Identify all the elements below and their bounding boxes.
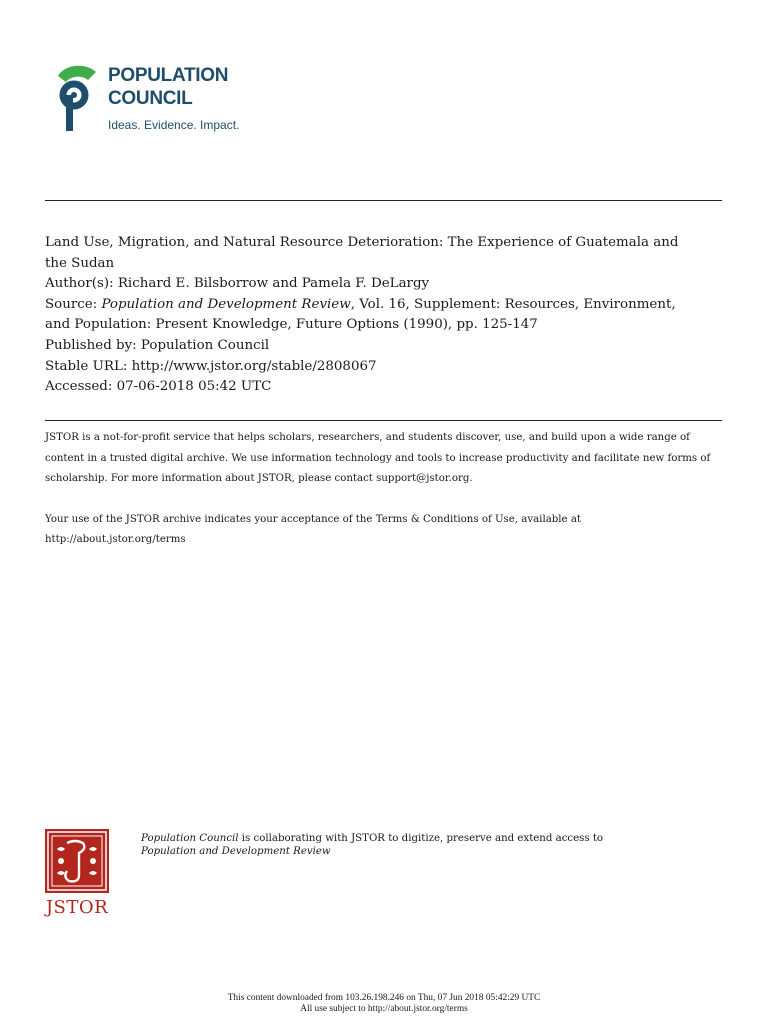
article-source: [45, 295, 725, 316]
top-divider: [45, 200, 722, 201]
source-label: Source:: [45, 296, 102, 312]
terms-link[interactable]: http://about.jstor.org/terms: [45, 534, 186, 545]
jstor-logo: [45, 829, 109, 921]
terms-text: Your use of the JSTOR archive indicates your acceptance of the Terms & Conditions of Use, available at: [45, 513, 581, 525]
footer-download-line: This content downloaded from 103.26.198.246 on Thu, 07 Jun 2018 05:42:29 UTC: [227, 993, 541, 1003]
article-publisher: Published by: Population Council: [45, 337, 270, 353]
collaboration-statement: [141, 832, 721, 858]
article-authors: Author(s): Richard E. Bilsborrow and Pamela F. DeLargy: [45, 276, 430, 292]
terms-paragraph: [45, 510, 725, 551]
population-council-logo-icon: [56, 62, 104, 134]
article-title-line1: Land Use, Migration, and Natural Resource Deterioration: The Experience of Guatemala and: [45, 235, 679, 250]
logo-tagline: Ideas. Evidence. Impact.: [108, 118, 240, 132]
article-stable-url[interactable]: Stable URL: http://www.jstor.org/stable/2808067: [45, 358, 377, 374]
article-metadata: [45, 233, 725, 398]
collab-journal: Population and Development Review: [141, 846, 331, 857]
source-journal: Population and Development Review: [101, 296, 351, 312]
collab-publisher: Population Council: [141, 833, 239, 844]
middle-divider: [45, 420, 722, 421]
article-accessed: Accessed: 07-06-2018 05:42 UTC: [45, 379, 272, 395]
logo-wordmark-line2: COUNCIL: [108, 88, 193, 109]
population-council-logo: [56, 62, 256, 142]
collab-text: is collaborating with JSTOR to digitize, preserve and extend access to: [238, 833, 604, 844]
article-source-line2: and Population: Present Knowledge, Future Options (1990), pp. 125-147: [45, 317, 538, 333]
article-title-line2: the Sudan: [45, 255, 115, 271]
download-footer: [0, 993, 768, 1015]
footer-terms-line: All use subject to http://about.jstor.org/terms: [300, 1004, 468, 1014]
jstor-notice: [45, 428, 725, 551]
jstor-emblem-icon: [45, 829, 109, 893]
logo-wordmark-line1: POPULATION: [108, 65, 229, 86]
notice-paragraph: JSTOR is a not-for-profit service that helps scholars, researchers, and students discover, use, and build upon a wide range of content in a trusted digital archive. We use information technology and tools to increase productivity and facilitate new forms of scholarship. For more information about JSTOR, please contact support@jstor.org.: [45, 432, 711, 484]
jstor-wordmark: JSTOR: [45, 897, 109, 918]
source-details: , Vol. 16, Supplement: Resources, Environment,: [350, 296, 676, 312]
